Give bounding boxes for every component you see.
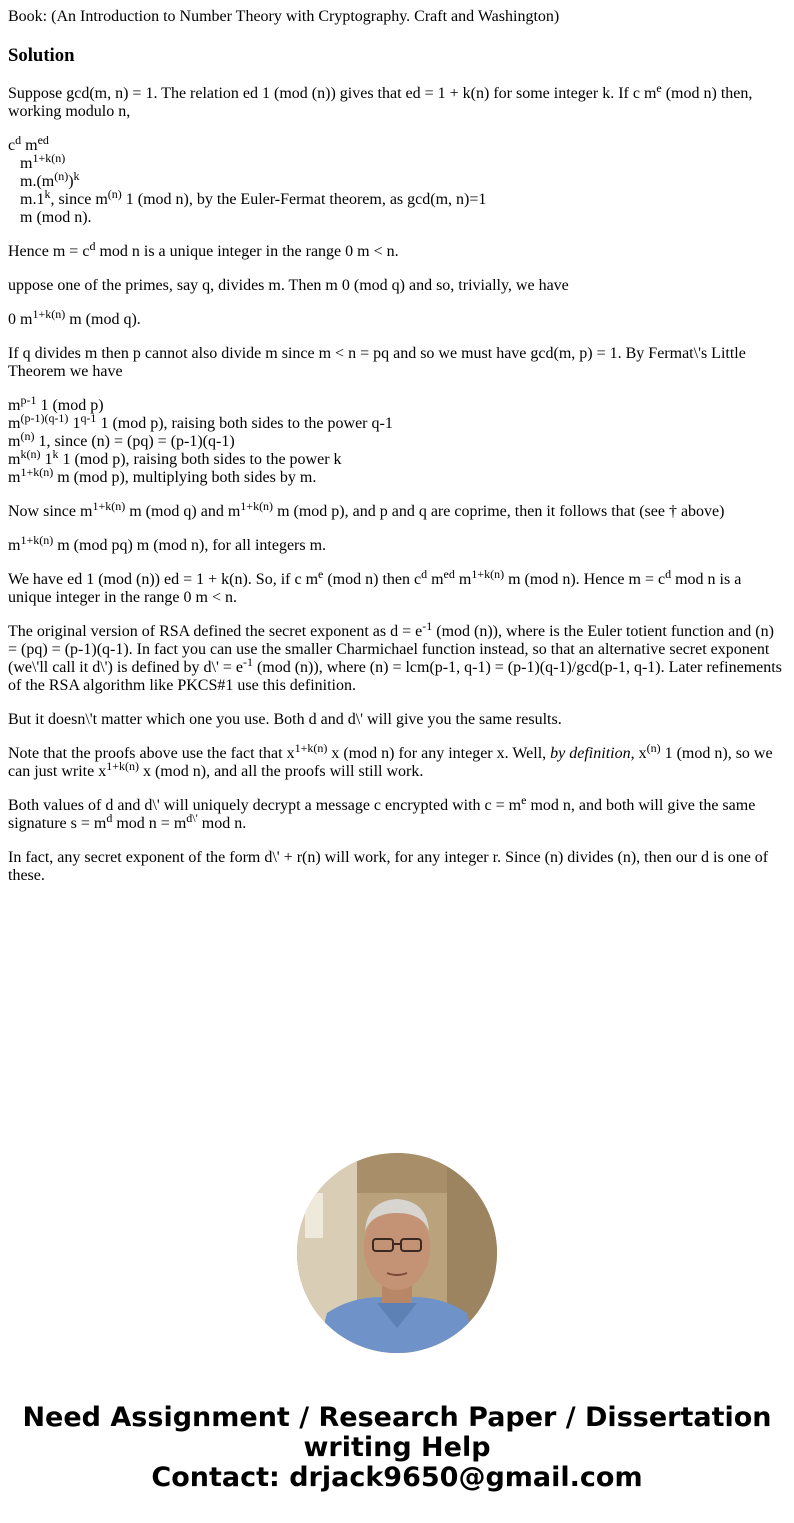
paragraph-hence: Hence $m = c^d$ mod n is a unique integer in the range 0 m < n. <box>8 239 399 260</box>
solution-document <box>8 8 786 901</box>
paragraph-proof-note: Note that the proofs above use the fact that $x^{1+k(n)}$ x (mod n) for any integer x. Well, by definition, $x^{(n)}$ 1 (mod n), so we can just write $x^{1+k(n)}$ x (mod n), and all the proofs will still work. <box>8 741 773 780</box>
paragraph-rsa-original: The original version of RSA defined the secret exponent as $d = e^{-1}$ (mod (n)), where is the Euler totient function and (n) = (pq) = (p-1)(q-1). In fact you can use the smaller Charmichael function instead, so that an alternative secret exponent (we\'ll call it d\') is defined by d\' = $e^{-1}$ (mod (n)), where (n) = lcm(p-1, q-1) = (p-1)(q-1)/gcd(p-1, q-1). Later refinements of the RSA algorithm like PKCS#1 use this definition. <box>8 619 782 694</box>
promo-line-1: Need Assignment / Research Paper / Dissertation <box>22 1402 772 1433</box>
paragraph-we-have: We have ed 1 (mod (n)) ed = 1 + k(n). So, if c $m^e$ (mod n) then $c^d$ $m^{ed}$ $m^{1+k(n)}$ m (mod n). Hence $m = c^d$ mod n is a unique integer in the range 0 m < n. <box>8 567 742 606</box>
paragraph-intro: Suppose gcd(m, n) = 1. The relation ed 1 (mod (n)) gives that ed = 1 + k(n) for some integer k. If c $m^e$ (mod n) then, working modulo n, <box>8 81 753 120</box>
paragraph-suppose-prime: uppose one of the primes, say q, divides m. Then m 0 (mod q) and so, trivially, we have <box>8 277 569 294</box>
paragraph-mod-pq: $m^{1+k(n)}$ m (mod pq) m (mod n), for all integers m. <box>8 533 327 554</box>
paragraph-trivial: 0 $m^{1+k(n)}$ m (mod q). <box>8 307 141 328</box>
author-avatar <box>297 1153 497 1353</box>
portrait-image <box>297 1153 497 1353</box>
paragraph-both-values: Both values of d and d\' will uniquely decrypt a message c encrypted with $c = m^e$ mod n, and both will give the same signature $s = m^d$ mod $n = m^{d\backslash'}$ mod n. <box>8 793 756 832</box>
paragraph-fermat: If q divides m then p cannot also divide m since m < n = pq and so we must have gcd(m, p) = 1. By Fermat\'s Little Theorem we have <box>8 345 746 380</box>
paragraph-doesnt-matter: But it doesn\'t matter which one you use. Both d and d\' will give you the same results. <box>8 711 562 728</box>
paragraph-any-exponent: In fact, any secret exponent of the form d\' + r(n) will work, for any integer r. Since (n) divides (n), then our d is one of these. <box>8 849 769 884</box>
solution-heading: Solution <box>8 45 75 66</box>
paragraph-coprime: Now since $m^{1+k(n)}$ m (mod q) and $m^{1+k(n)}$ m (mod p), and p and q are coprime, then it follows that (see † above) <box>8 499 725 520</box>
equation-block-fermat: $m^{p-1}$ 1 (mod p) $m^{(p-1)(q-1)}$ 1$^{q-1}$ 1 (mod p), raising both sides to the power q-1 $m^{(n)}$ 1, since (n) = (pq) = (p-1)(q-1) $m^{k(n)}$ 1$^k$ 1 (mod p), raising both sides to the power k $m^{1+k(n)}$ m (mod p), multiplying both sides by m. <box>8 393 393 486</box>
promo-contact: Contact: drjack9650@gmail.com <box>151 1462 643 1493</box>
equation-block-euler: $c^d$ $m^{ed}$ $m^{1+k(n)}$ $m.(m^{(n)})^k$ m.1$^k$, since $m^{(n)}$ 1 (mod n), by the Euler-Fermat theorem, as gcd(m, n)=1 m (mod n). <box>8 133 487 226</box>
promo-banner <box>0 1403 794 1493</box>
promo-line-2: writing Help <box>303 1432 491 1463</box>
book-reference: Book: (An Introduction to Number Theory with Cryptography. Craft and Washington) <box>8 8 560 25</box>
